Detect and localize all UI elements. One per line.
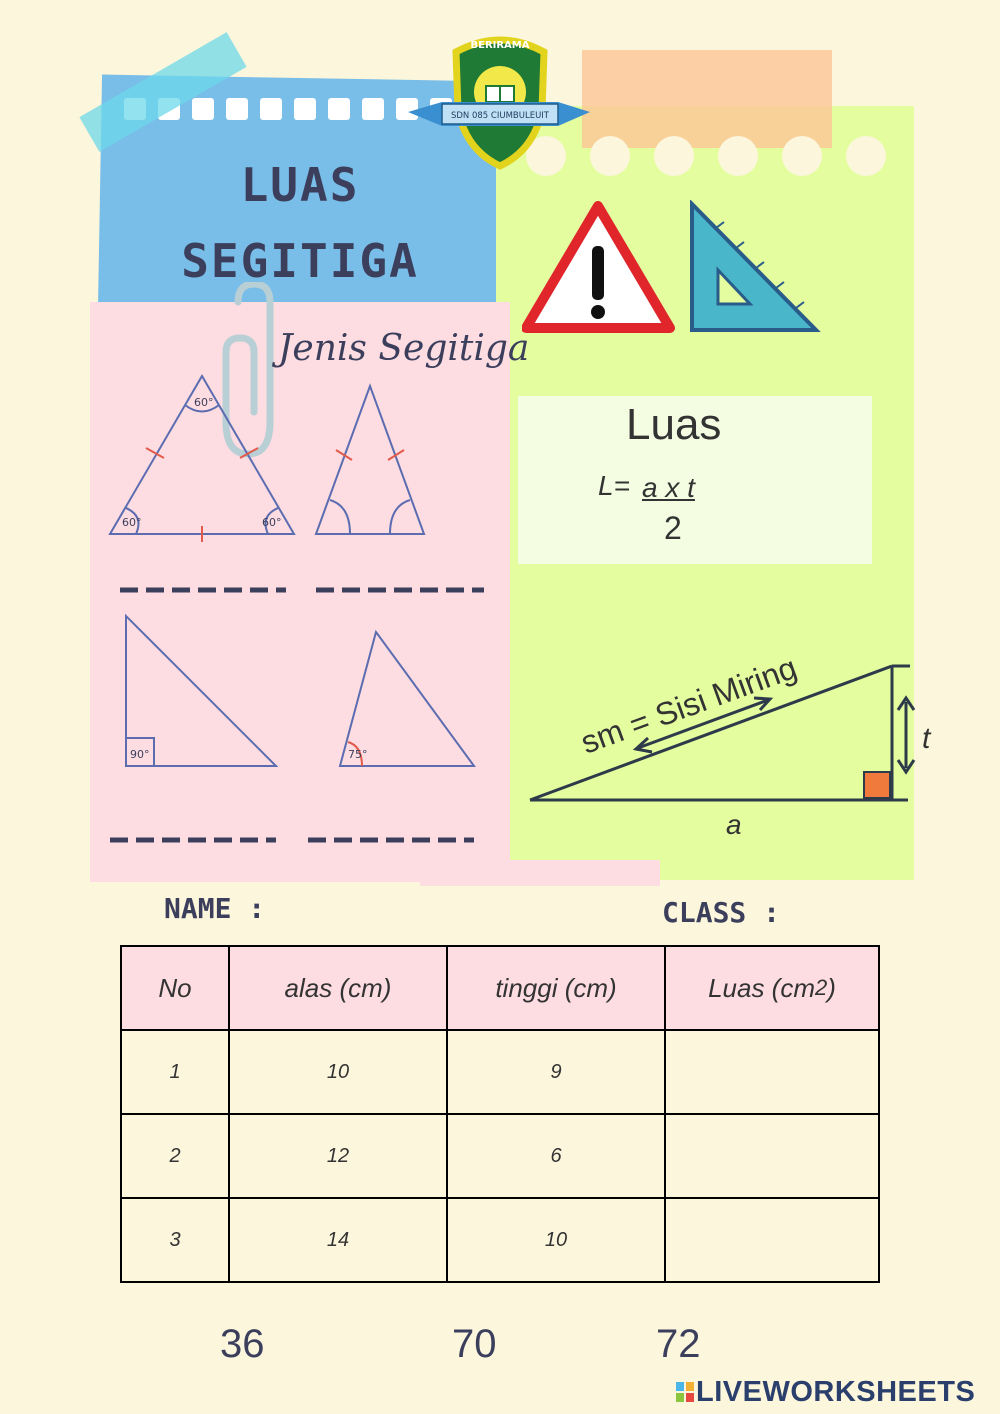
answer-option[interactable]: 70 xyxy=(452,1322,497,1366)
angle-label: 60° xyxy=(194,396,214,409)
hole-dot xyxy=(718,136,758,176)
table-cell: 6 xyxy=(447,1114,665,1198)
hole-dot xyxy=(782,136,822,176)
school-logo xyxy=(408,30,590,170)
table-header: No xyxy=(121,946,229,1030)
angle-label: 60° xyxy=(262,516,282,529)
name-label: NAME : xyxy=(164,892,266,925)
table-header: alas (cm) xyxy=(229,946,447,1030)
table-cell: 10 xyxy=(229,1030,447,1114)
angle-label: 90° xyxy=(130,748,150,761)
table-header-row xyxy=(121,946,879,1030)
answer-drop-cell[interactable] xyxy=(665,1030,879,1114)
table-row xyxy=(121,1030,879,1114)
table-header-luas: Luas (cm2) xyxy=(665,946,879,1030)
data-table xyxy=(120,945,880,1283)
table-cell: 14 xyxy=(229,1198,447,1282)
set-square-icon xyxy=(688,200,822,334)
tape-decoration xyxy=(582,50,832,148)
formula-numerator: a x t xyxy=(642,472,695,503)
title-line-2: SEGITIGA xyxy=(181,234,419,288)
answer-drop-cell[interactable] xyxy=(665,1114,879,1198)
hypotenuse-label: sm = Sisi Miring xyxy=(576,649,802,761)
table-cell: 10 xyxy=(447,1198,665,1282)
angle-label: 60° xyxy=(122,516,142,529)
logo-top-text: BERIRAMA xyxy=(470,40,530,51)
answer-drop-cell[interactable] xyxy=(665,1198,879,1282)
section-heading: Jenis Segitiga xyxy=(278,328,530,369)
angle-label: 75° xyxy=(348,748,368,761)
area-diagram xyxy=(520,630,950,850)
title-line-1: LUAS xyxy=(240,158,360,212)
formula-title: Luas xyxy=(626,400,722,449)
card-edge xyxy=(420,860,660,886)
triangle-types-drawing xyxy=(100,370,500,850)
table-row xyxy=(121,1198,879,1282)
height-label: t xyxy=(922,722,931,755)
table-cell: 2 xyxy=(121,1114,229,1198)
table-row xyxy=(121,1114,879,1198)
table-cell: 9 xyxy=(447,1030,665,1114)
formula-denominator: 2 xyxy=(664,510,682,546)
answer-option[interactable]: 72 xyxy=(656,1322,701,1366)
table-cell: 1 xyxy=(121,1030,229,1114)
formula-lhs: L= xyxy=(598,470,630,501)
table-header: tinggi (cm) xyxy=(447,946,665,1030)
brand-name[interactable]: LIVEWORKSHEETS xyxy=(696,1376,976,1408)
table-cell: 12 xyxy=(229,1114,447,1198)
table-cell: 3 xyxy=(121,1198,229,1282)
class-label: CLASS : xyxy=(662,896,781,929)
hole-dot xyxy=(654,136,694,176)
liveworksheets-logo-icon xyxy=(676,1382,694,1402)
base-label: a xyxy=(726,809,742,840)
hole-dot xyxy=(846,136,886,176)
answer-option[interactable]: 36 xyxy=(220,1322,265,1366)
hole-dot xyxy=(590,136,630,176)
logo-ribbon-text: SDN 085 CIUMBULEUIT xyxy=(450,111,550,121)
